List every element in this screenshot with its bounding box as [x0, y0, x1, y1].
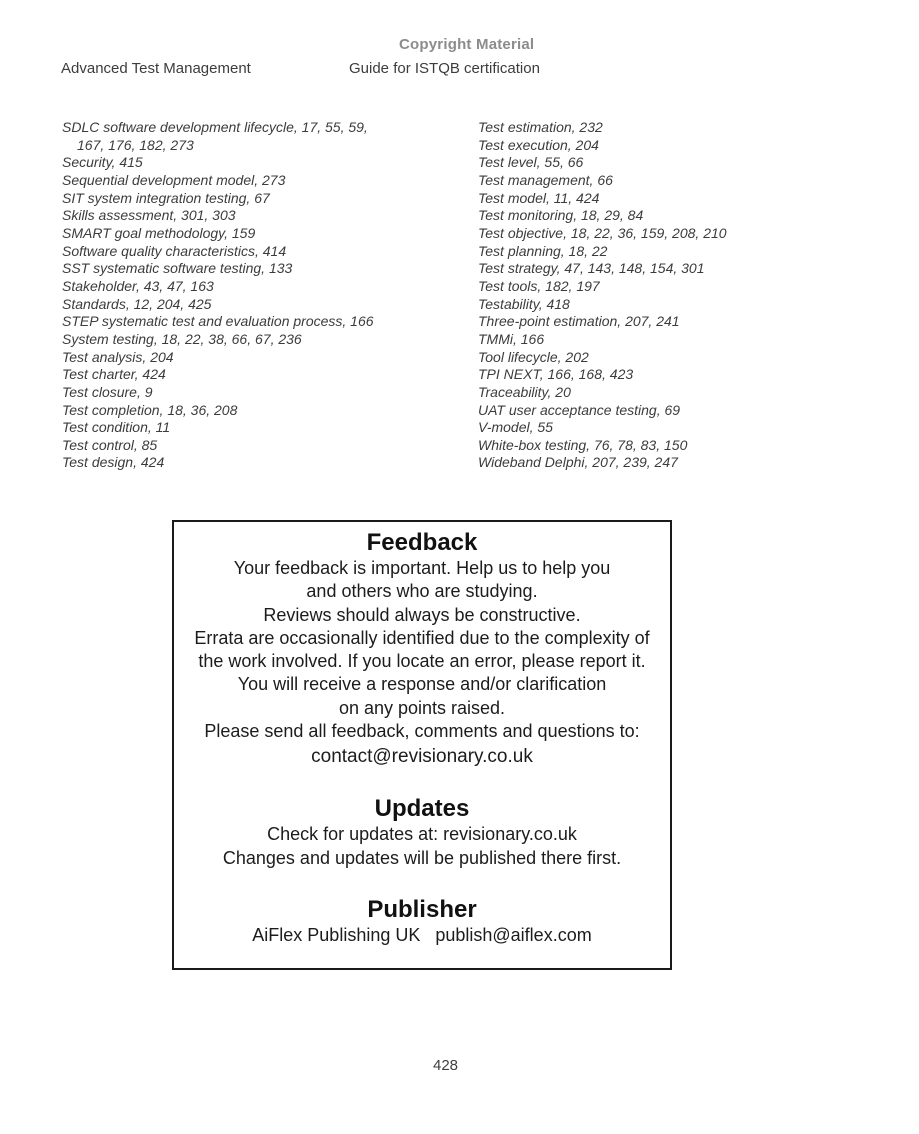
index-column-left: [62, 119, 374, 472]
index-entry: SIT system integration testing, 67: [62, 189, 270, 206]
publisher-line: AiFlex Publishing UK publish@aiflex.com: [252, 924, 592, 945]
index-entry: Stakeholder, 43, 47, 163: [62, 277, 214, 294]
feedback-body-line: Your feedback is important. Help us to help you: [233, 558, 611, 578]
index-entry: Skills assessment, 301, 303: [62, 207, 236, 224]
index-entry: Test level, 55, 66: [478, 154, 584, 171]
index-entry: Security, 415: [62, 154, 143, 171]
index-entry: Test condition, 11: [62, 419, 171, 436]
index-entry: Test estimation, 232: [478, 119, 603, 135]
updates-body: [174, 823, 670, 870]
index-entry: TMMi, 166: [478, 330, 545, 347]
index-entry: Test completion, 18, 36, 208: [62, 401, 238, 418]
index-column-right: [478, 119, 727, 472]
updates-body-line: Check for updates at: revisionary.co.uk: [267, 824, 577, 845]
feedback-box: [172, 520, 672, 970]
feedback-body-line: Reviews should always be constructive.: [263, 604, 581, 625]
index-entry: Standards, 12, 204, 425: [62, 295, 212, 312]
feedback-body-line: Please send all feedback, comments and questions to:: [204, 721, 640, 742]
feedback-body-line: You will receive a response and/or clarification: [237, 674, 607, 695]
index-entry: Test analysis, 204: [62, 348, 174, 365]
index-entry: Test monitoring, 18, 29, 84: [478, 207, 644, 224]
index-entry: Test management, 66: [478, 171, 613, 188]
index-entry: Test objective, 18, 22, 36, 159, 208, 210: [478, 224, 727, 241]
index-entry: Test design, 424: [62, 454, 165, 471]
feedback-body-line: and others who are studying.: [306, 581, 538, 602]
contact-email: contact@revisionary.co.uk: [311, 746, 533, 768]
index-entry: Test execution, 204: [478, 136, 599, 153]
index-entry: Software quality characteristics, 414: [62, 242, 287, 259]
index-entry: System testing, 18, 22, 38, 66, 67, 236: [62, 330, 302, 347]
index-entry: Test closure, 9: [62, 383, 153, 400]
index-entry: Three-point estimation, 207, 241: [478, 313, 680, 330]
feedback-body-line: on any points raised.: [338, 697, 506, 718]
index-entry: Tool lifecycle, 202: [478, 348, 589, 365]
index-entry: Testability, 418: [478, 295, 570, 312]
index-entry: White-box testing, 76, 78, 83, 150: [478, 436, 688, 453]
updates-body-line: Changes and updates will be published there first.: [222, 847, 622, 868]
updates-title: Updates: [374, 795, 470, 823]
index-entry: Test charter, 424: [62, 366, 166, 383]
feedback-body-line: the work involved. If you locate an error, please report it.: [198, 651, 646, 672]
index-entry: SST systematic software testing, 133: [62, 260, 293, 277]
page-number: 428: [433, 1057, 459, 1074]
publisher-title: Publisher: [367, 895, 477, 923]
index-entry: STEP systematic test and evaluation process, 166: [62, 313, 374, 330]
index-entry: TPI NEXT, 166, 168, 423: [478, 366, 634, 383]
index-entry: 167, 176, 182, 273: [77, 136, 194, 153]
index-entry: Test tools, 182, 197: [478, 277, 600, 294]
index-entry: Test model, 11, 424: [478, 189, 600, 206]
index-entry: Sequential development model, 273: [62, 171, 286, 188]
feedback-body: [174, 557, 670, 743]
index-entry: SDLC software development lifecycle, 17, 55, 59,: [62, 119, 368, 135]
index-entry: UAT user acceptance testing, 69: [478, 401, 681, 418]
index-entry: Wideband Delphi, 207, 239, 247: [478, 454, 678, 471]
index-entry: SMART goal methodology, 159: [62, 224, 256, 241]
feedback-title: Feedback: [366, 529, 478, 556]
index-entry: Traceability, 20: [478, 383, 571, 400]
feedback-body-line: Errata are occasionally identified due to the complexity of: [194, 627, 650, 648]
index-entry: V-model, 55: [478, 419, 553, 436]
index-entry: Test control, 85: [62, 436, 158, 453]
book-title: Advanced Test Management: [61, 60, 251, 77]
index-entry: Test strategy, 47, 143, 148, 154, 301: [478, 260, 705, 277]
book-subtitle: Guide for ISTQB certification: [349, 60, 540, 77]
index-entry: Test planning, 18, 22: [478, 242, 608, 259]
copyright-notice: Copyright Material: [399, 36, 535, 53]
